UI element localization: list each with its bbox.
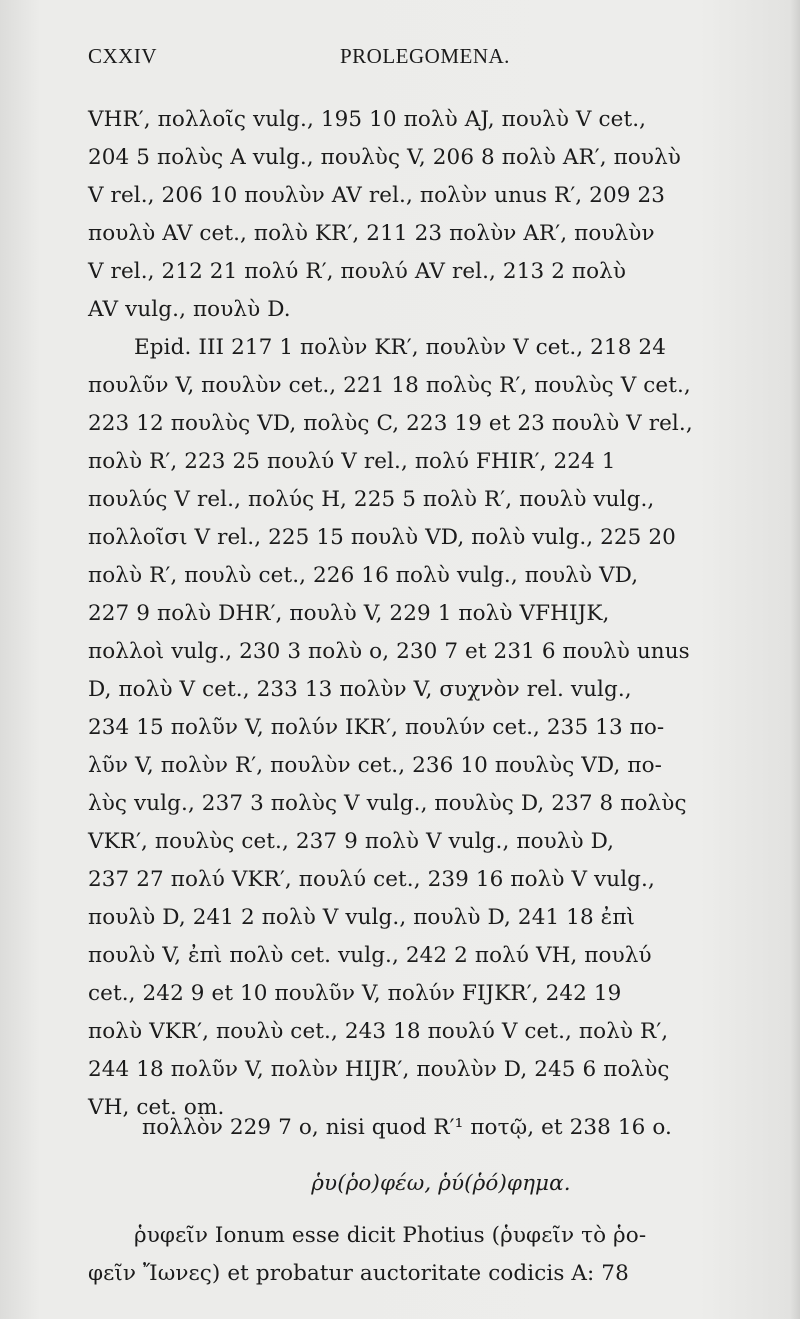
- text-line: 227 9 πολὺ DHR′, πουλὺ V, 229 1 πολὺ VFHIJK,: [88, 601, 610, 626]
- paragraph-start-line: ῥυφεῖν Ionum esse dicit Photius (ῥυφεῖν τὸ ῥο-: [134, 1223, 647, 1248]
- text-line: πουλὺ D, 241 2 πολὺ V vulg., πουλὺ D, 241 18 ἐπὶ: [88, 905, 636, 930]
- text-line: VHR′, πολλοῖς vulg., 195 10 πολὺ AJ, πουλὺ V cet.,: [88, 107, 647, 132]
- text-line: πουλύς V rel., πολύς H, 225 5 πολὺ R′, πουλὺ vulg.,: [88, 487, 655, 512]
- text-line: cet., 242 9 et 10 πουλῦν V, πολύν FIJKR′, 242 19: [88, 981, 622, 1006]
- text-line: VKR′, πουλὺς cet., 237 9 πολὺ V vulg., πουλὺ D,: [88, 829, 615, 854]
- text-line: AV vulg., πουλὺ D.: [88, 297, 291, 322]
- text-line: V rel., 212 21 πολύ R′, πουλύ AV rel., 213 2 πολὺ: [88, 259, 627, 284]
- text-line: πουλῦν V, πουλὺν cet., 221 18 πολὺς R′, πουλὺς V cet.,: [88, 373, 691, 398]
- text-line: 234 15 πολῦν V, πολύν IKR′, πουλύν cet., 235 13 πο-: [88, 715, 665, 740]
- page-number: CXXIV: [88, 44, 157, 68]
- text-line: πολὺ VKR′, πουλὺ cet., 243 18 πουλύ V cet., πολὺ R′,: [88, 1019, 669, 1044]
- text-line: 237 27 πολύ VKR′, πουλύ cet., 239 16 πολὺ V vulg.,: [88, 867, 655, 892]
- text-line: πουλὺ V, ἐπὶ πολὺ cet. vulg., 242 2 πολύ VH, πουλύ: [88, 943, 652, 968]
- text-line: φεῖν Ἴωνες) et probatur auctoritate codicis A: 78: [88, 1261, 629, 1286]
- text-line: πουλὺ AV cet., πολὺ KR′, 211 23 πολὺν AR′, πουλὺν: [88, 221, 655, 246]
- text-line: V rel., 206 10 πουλὺν AV rel., πολὺν unus R′, 209 23: [88, 183, 665, 208]
- text-line: πολὺ R′, 223 25 πουλύ V rel., πολύ FHIR′, 224 1: [88, 449, 616, 474]
- text-line: D, πολὺ V cet., 233 13 πολὺν V, συχνὸν rel. vulg.,: [88, 677, 632, 702]
- text-line: λῦν V, πολὺν R′, πουλὺν cet., 236 10 πουλὺς VD, πο-: [88, 753, 662, 778]
- paragraph-start-line: πολλὸν 229 7 o, nisi quod R′¹ ποτῷ, et 238 16 o.: [142, 1115, 672, 1140]
- text-line: λὺς vulg., 237 3 πολὺς V vulg., πουλὺς D, 237 8 πολὺς: [88, 791, 687, 816]
- text-line: πολλοῖσι V rel., 225 15 πουλὺ VD, πολὺ vulg., 225 20: [88, 525, 676, 550]
- page-header: [88, 44, 670, 74]
- section-heading: ῥυ(ῥο)φέω, ῥύ(ῥό)φημα.: [311, 1171, 571, 1196]
- text-line: 204 5 πολὺς A vulg., πουλὺς V, 206 8 πολὺ AR′, πουλὺ: [88, 145, 681, 170]
- text-line: πολὺ R′, πουλὺ cet., 226 16 πολὺ vulg., πουλὺ VD,: [88, 563, 639, 588]
- text-line: 244 18 πολῦν V, πολὺν HIJR′, πουλὺν D, 245 6 πολὺς: [88, 1057, 670, 1082]
- paragraph-start-line: Epid. III 217 1 πολὺν KR′, πουλὺν V cet., 218 24: [134, 335, 666, 360]
- text-line: πολλοὶ vulg., 230 3 πολὺ o, 230 7 et 231 6 πουλὺ unus: [88, 639, 690, 664]
- text-line: 223 12 πουλὺς VD, πολὺς C, 223 19 et 23 πουλὺ V rel.,: [88, 411, 693, 436]
- text-line: VH, cet. om.: [88, 1095, 225, 1120]
- running-title: PROLEGOMENA.: [340, 44, 510, 68]
